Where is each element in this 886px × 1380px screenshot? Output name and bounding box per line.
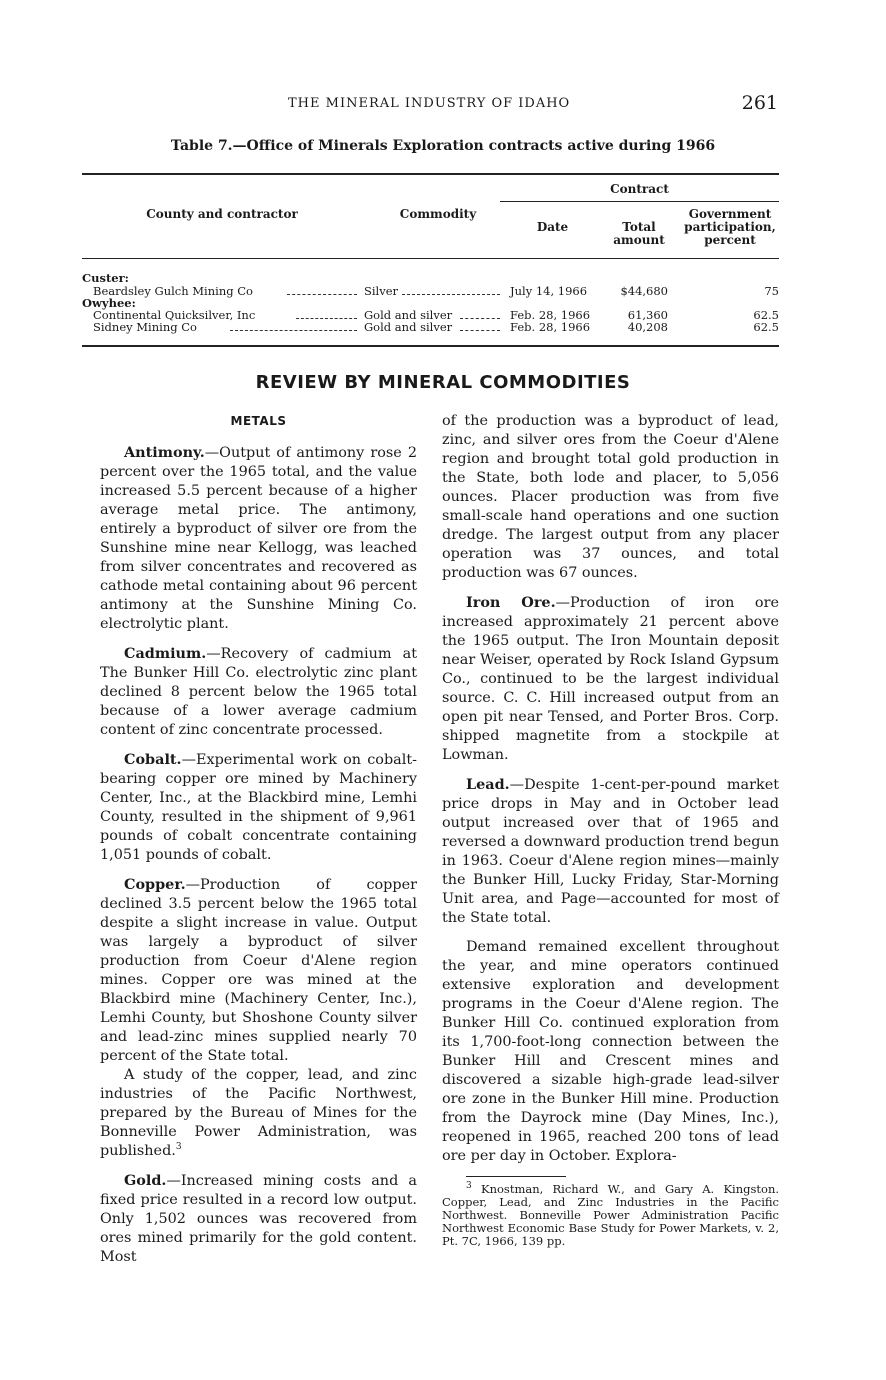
left-column bbox=[100, 412, 417, 1277]
paragraph-copper-study: A study of the copper, lead, and zinc industries of the Pacific Northwest, prepared by the Bureau of Mines for the Bonneville Power Administration, was published.$^3$ bbox=[100, 1067, 417, 1159]
table-title: Table 7.—Office of Minerals Exploration contracts active during 1966 bbox=[170, 138, 716, 154]
header-date: Date bbox=[536, 220, 569, 234]
footnote-ref: 3 bbox=[175, 1142, 182, 1153]
right-column bbox=[442, 412, 779, 1258]
header-bottom-rule bbox=[82, 258, 779, 259]
paragraph-iron-ore: Iron Ore.—Production of iron ore increased approximately 21 percent above the 1965 output. The Iron Mountain deposit near Weiser, operated by Rock Island Gypsum Co., continued to be the largest individual source. C. C. Hill increased output from an open pit near Tensed, and Porter Bros. Corp. shipped magnetite from a stockpile at Lowman. bbox=[442, 594, 779, 763]
paragraph-gold-continued: of the production was a byproduct of lead, zinc, and silver ores from the Coeur d'Alene region and brought total gold production in the State, both lode and placer, to 5,056 ounces. Placer production was from five small-scale hand operations and one suction dredge. The largest output from any placer operation was 37 ounces, and total production was 67 ounces. bbox=[442, 413, 779, 581]
paragraph-gold: Gold.—Increased mining costs and a fixed price resulted in a record low output. Only 1,502 ounces was recovered from ores mined primarily for the gold content. Most bbox=[100, 1172, 417, 1265]
table-top-rule bbox=[82, 173, 779, 175]
paragraph-cadmium: Cadmium.—Recovery of cadmium at The Bunker Hill Co. electrolytic zinc plant declined 8 percent below the 1965 total because of a lower average cadmium content of zinc concentrate processed. bbox=[100, 645, 417, 738]
paragraph-copper: Copper.—Production of copper declined 3.5 percent below the 1965 total despite a slight increase in value. Output was largely a byproduct of silver production from Coeur d'Alene region mines. Copper ore was mined at the Blackbird mine (Machinery Center, Inc.), Lemhi County, but Shoshone County silver and lead-zinc mines supplied nearly 70 percent of the State total. bbox=[100, 876, 417, 1064]
paragraph-lead: Lead.—Despite 1-cent-per-pound market price drops in May and in October lead output increased over that of 1965 and reversed a downward production trend begun in 1963. Coeur d'Alene region mines—mainly the Bunker Hill, Lucky Friday, Star-Morning Unit area, and Page—accounted for most of the State total. bbox=[442, 776, 779, 926]
section-heading: REVIEW BY MINERAL COMMODITIES bbox=[255, 372, 631, 393]
header-total-amount: Total amount bbox=[613, 220, 665, 247]
metals-subheading: METALS bbox=[230, 414, 287, 428]
paragraph-antimony: Antimony.—Output of antimony rose 2 percent over the 1965 total, and the value increased 5.5 percent because of a higher average metal price. The antimony, entirely a byproduct of silver ore from the Sunshine mine near Kellogg, was leached from silver concentrates and recovered as cathode metal containing about 96 percent antimony at the Sunshine Mining Co. electrolytic plant. bbox=[100, 444, 417, 632]
contract-rule bbox=[500, 201, 779, 202]
paragraph-lead-demand: Demand remained excellent throughout the year, and mine operators continued extensive exploration and development programs in the Coeur d'Alene region. The Bunker Hill Co. continued exploration from its 1,700-foot-long connection between the Bunker Hill and Crescent mines and discovered a sizable high-grade lead-silver ore zone in the Bunker Hill mine. Production from the Dayrock mine (Day Mines, Inc.), reopened in 1965, reached 200 tons of lead ore per day in October. Explora- bbox=[442, 939, 779, 1164]
header-commodity: Commodity bbox=[399, 207, 477, 221]
header-gov-participation: Government participation, percent bbox=[684, 207, 776, 247]
paragraph-cobalt: Cobalt.—Experimental work on cobalt-bearing copper ore mined by Machinery Center, Inc., at the Blackbird mine, Lemhi County, resulted in the shipment of 9,961 pounds of cobalt concentrate containing 1,051 pounds of cobalt. bbox=[100, 751, 417, 863]
running-title: THE MINERAL INDUSTRY OF IDAHO bbox=[288, 96, 571, 111]
county-owyhee: Owyhee: bbox=[82, 296, 136, 310]
table-bottom-rule bbox=[82, 345, 779, 347]
footnote-rule bbox=[466, 1176, 566, 1177]
header-county-contractor: County and contractor bbox=[146, 207, 298, 221]
page-number: 261 bbox=[741, 92, 778, 114]
county-custer: Custer: bbox=[82, 271, 129, 285]
footnote: $^3$ Knostman, Richard W., and Gary A. Kingston. Copper, Lead, and Zinc Industries in the Pacific Northwest. Bonneville Power Administration Pacific Northwest Economic Base Study for Power Markets, v. 2, Pt. 7C, 1966, 139 pp. bbox=[442, 1181, 780, 1248]
header-contract: Contract bbox=[610, 182, 669, 196]
